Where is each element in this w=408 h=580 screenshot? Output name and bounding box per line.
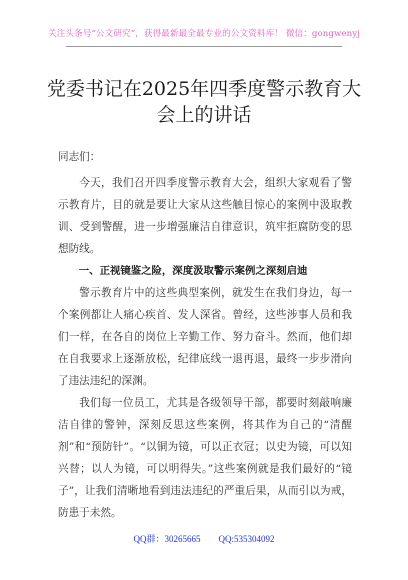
header-divider: [66, 46, 342, 47]
salutation: 同志们：: [58, 151, 101, 163]
footer-qq: QQ:535304092: [218, 534, 275, 544]
title-line-1: 党委书记在2025年四季度警示教育大: [46, 78, 362, 100]
page-header: [0, 0, 408, 56]
title-line-2: 会上的讲话: [156, 104, 252, 126]
document-body: [58, 146, 352, 524]
paragraph-3: 我们每一位员工，尤其是各级领导干部，都要时刻敲响廉洁自律的警钟，深刻反思这些案例，将其作为自己的“清醒剂”和“预防针”。“以铜为镜，可以正衣冠；以史为镜，可以知兴替；以人为镜，可以明得失。”这些案例就是我们最好的“镜子”，让我们清晰地看到违法违纪的严重后果，从而引以为戒，防患于未然。: [58, 397, 352, 519]
footer-qq-group: QQ群：30265665: [133, 534, 201, 544]
header-notice: 关注头条号“公文研究”，获得最新最全最专业的公文资料库！ 微信：gongwenyj: [47, 29, 361, 39]
document-title: [40, 76, 368, 128]
page-footer: [0, 532, 408, 545]
paragraph-2: 警示教育片中的这些典型案例，就发生在我们身边，每一个案例都让人痛心疾首、发人深省。曾经，这些涉事人员和我们一样，在各自的岗位上辛勤工作、努力奋斗。然而，他们却在自我要求上逐渐放松，纪律底线一退再退，最终一步步滑向了违法违纪的深渊。: [58, 287, 352, 387]
section-heading-1: 一、正视镜鉴之险，深度汲取警示案例之深刻启迪: [78, 265, 308, 277]
paragraph-1: 今天，我们召开四季度警示教育大会，组织大家观看了警示教育片，目的就是要让大家从这些触目惊心的案例中汲取教训、受到警醒，进一步增强廉洁自律意识，筑牢拒腐防变的思想防线。: [58, 177, 352, 255]
